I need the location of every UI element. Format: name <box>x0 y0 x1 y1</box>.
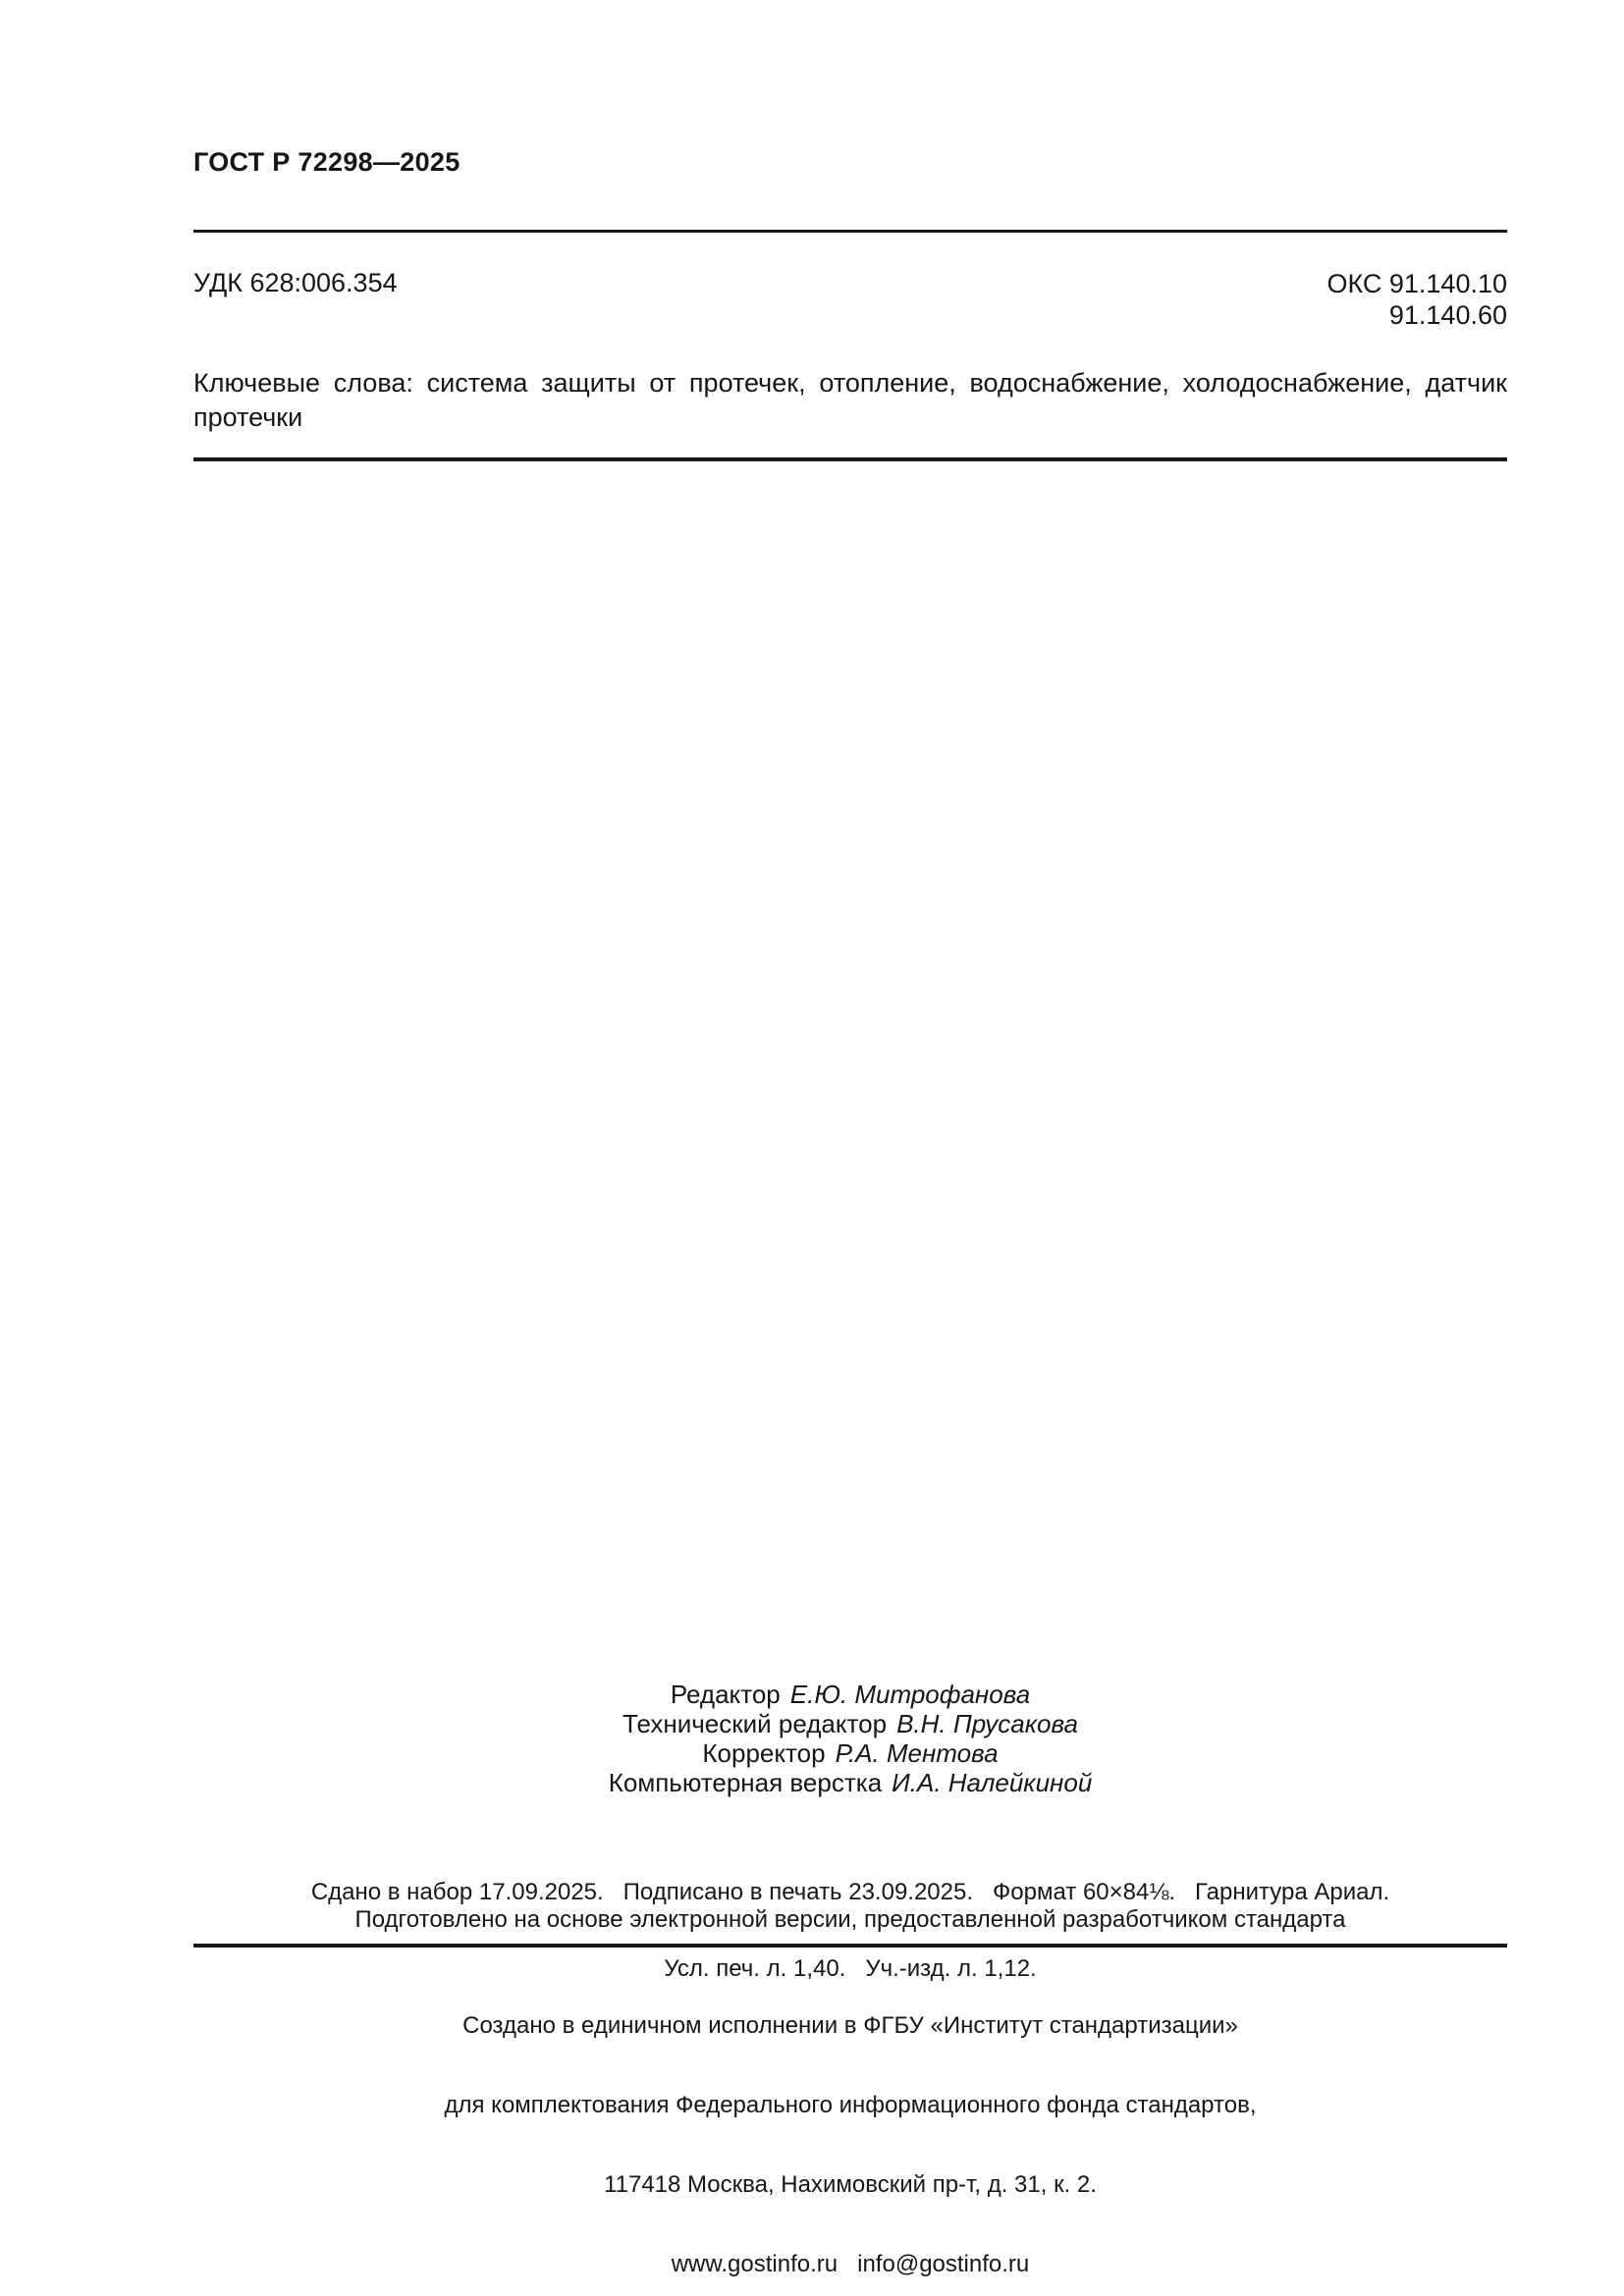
oks-codes <box>1326 268 1507 331</box>
credit-name: Е.Ю. Митрофанова <box>789 1680 1031 1709</box>
credit-name: Р.А. Ментова <box>835 1738 999 1768</box>
imprint-line-dates-format: Сдано в набор 17.09.2025. Подписано в печать 23.09.2025. Формат 60×84⅛. Гарнитура Ариал. <box>310 1879 1390 1905</box>
credit-name: И.А. Налейкиной <box>892 1768 1093 1797</box>
bottom-divider <box>193 1944 1507 1948</box>
prepared-note: Подготовлено на основе электронной версии, предоставленной разработчиком стандарта <box>354 1906 1346 1933</box>
publisher-line-contacts: www.gostinfo.ru info@gostinfo.ru <box>671 2251 1030 2277</box>
credit-line-editor <box>193 1680 1507 1709</box>
credit-line-technical-editor <box>193 1709 1507 1738</box>
publisher-block <box>193 1959 1507 2296</box>
top-divider <box>193 230 1507 233</box>
publisher-line-address: 117418 Москва, Нахимовский пр-т, д. 31, к. 2. <box>604 2171 1097 2198</box>
publisher-line-institution: Создано в единичном исполнении в ФГБУ «Институт стандартизации» <box>462 2012 1238 2039</box>
credit-role: Редактор <box>670 1680 781 1709</box>
publisher-line-purpose: для комплектования Федерального информационного фонда стандартов, <box>444 2092 1257 2118</box>
credit-name: В.Н. Прусакова <box>896 1709 1078 1738</box>
credit-role: Компьютерная верстка <box>608 1768 883 1797</box>
oks-code-line1: ОКС 91.140.10 <box>1326 269 1507 298</box>
udk-code: УДК 628:006.354 <box>193 268 398 297</box>
credit-role: Корректор <box>702 1738 826 1768</box>
oks-code-line2: 91.140.60 <box>1388 300 1507 330</box>
credit-role: Технический редактор <box>623 1709 888 1738</box>
middle-divider <box>193 457 1507 461</box>
credit-line-layout <box>193 1768 1507 1797</box>
credit-line-corrector <box>193 1738 1507 1768</box>
imprint-line-sheets: Усл. печ. л. 1,40. Уч.-изд. л. 1,12. <box>664 1955 1037 1982</box>
keywords-paragraph: Ключевые слова: система защиты от протечек, отопление, водоснабжение, холодоснабжение, датчик протечки <box>193 368 1507 432</box>
credits-block <box>193 1680 1507 1797</box>
standard-number: ГОСТ Р 72298—2025 <box>193 147 460 177</box>
